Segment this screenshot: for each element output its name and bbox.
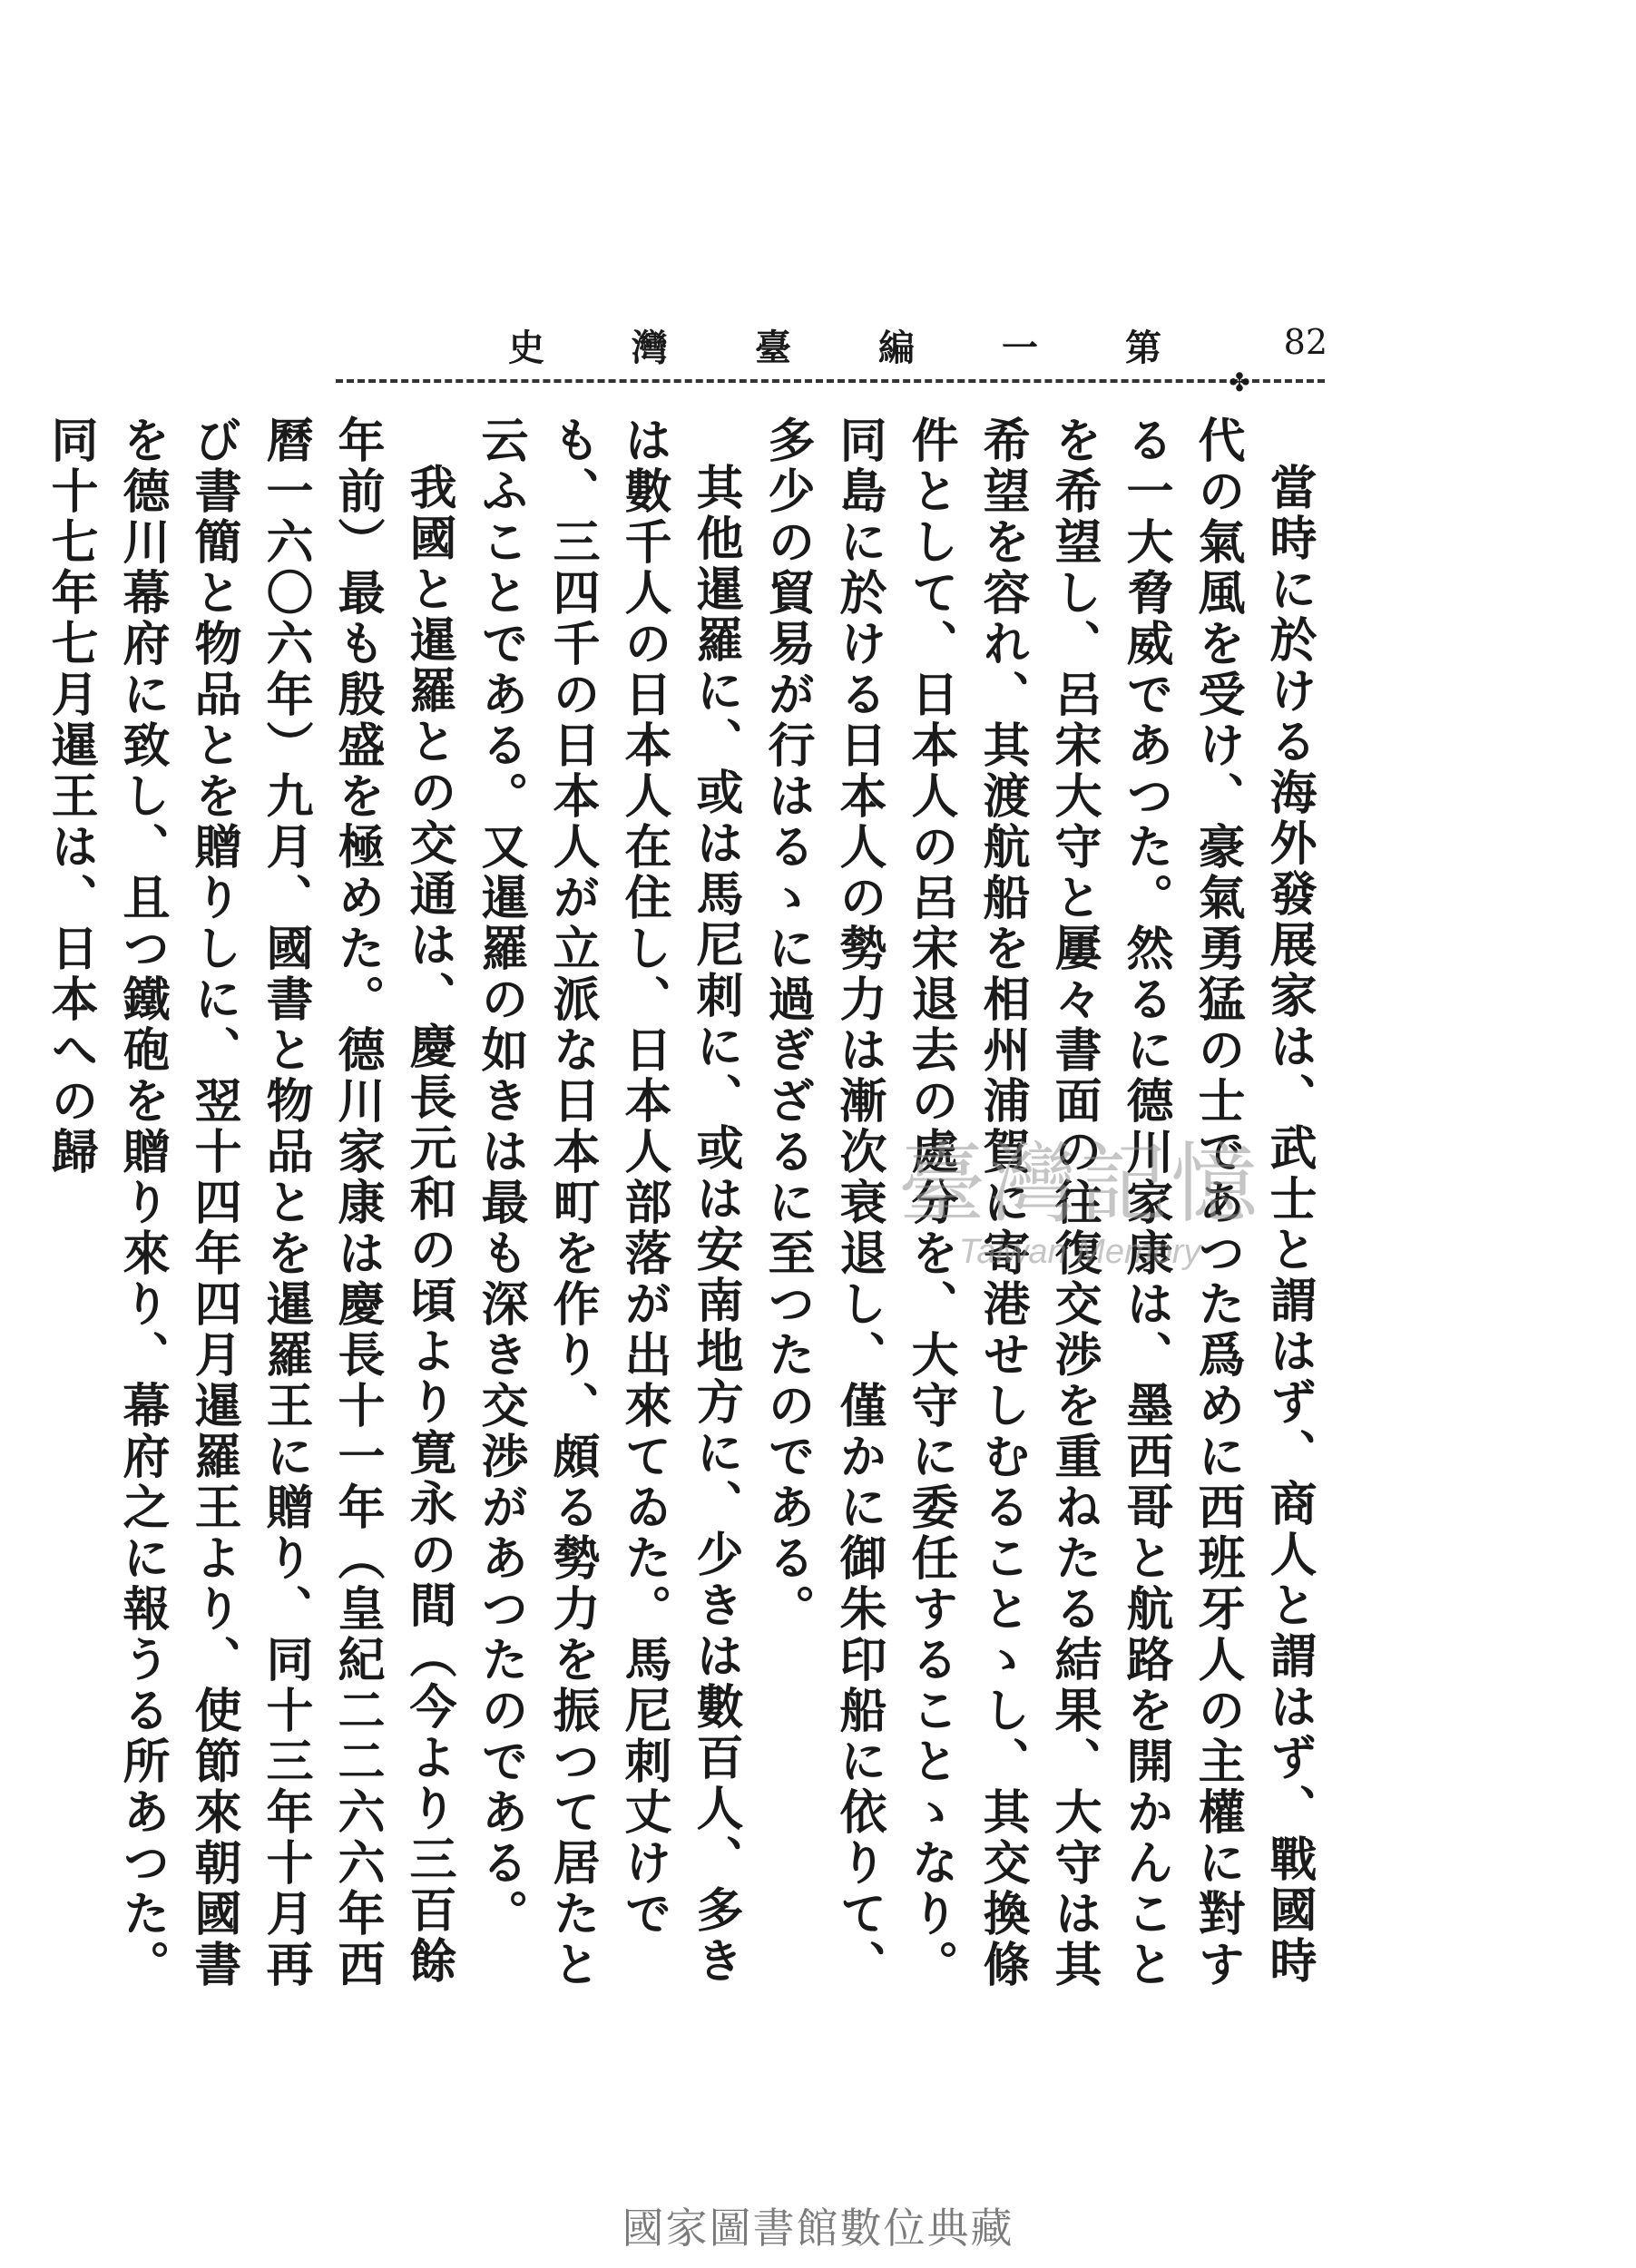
header-char: 一 bbox=[1002, 326, 1038, 369]
header-char: 史 bbox=[508, 326, 544, 369]
paragraph: 當時に於ける海外發展家は、武士と謂はず、商人と謂はず、戰國時代の氣風を受け、豪氣勇猛の士であつた爲めに西班牙人の主權に對する一大脅威であつた。然るに德川家康は、墨西哥と航路を開かんことを希望し、呂宋大守と屢々書面の往復交渉を重ねたる結果、大守は其希望を容れ、其渡航船を相州浦賀に寄港せしむることゝし、其交換條件として、日本人の呂宋退去の處分を、大守に委任することゝなり。同島に於ける日本人の勢力は漸次衰退し、僅かに御朱印船に依りて、多少の貿易が行はるゝに過ぎざるに至つたのである。 bbox=[759, 415, 1317, 1990]
watermark-en: Taiwan Memory bbox=[958, 1233, 1201, 1271]
watermark-logo bbox=[862, 1134, 1298, 1270]
running-header-title bbox=[508, 319, 1161, 370]
page-number: 82 bbox=[1283, 322, 1327, 362]
header-char: 第 bbox=[1125, 326, 1161, 369]
paragraph: 其他暹羅に、或は馬尼刺に、或は安南地方に、少きは數百人、多きは數千人の日本人在住し、日本人部落が出來てゐた。馬尼刺丈けでも、三四千の日本人が立派な日本町を作り、頗る勢力を振つて居たと云ふことである。又暹羅の如きは最も深き交渉があつたのである。 bbox=[473, 415, 743, 1990]
header-divider bbox=[336, 379, 1325, 392]
paragraph: 我國と暹羅との交通は、慶長元和の頃より寛永の間（今より三百餘年前）最も殷盛を極めた。德川家康は慶長十一年（皇紀二二六六年西曆一六〇六年）九月、國書と物品とを暹羅王に贈り、同十三年十月再び書簡と物品とを贈りしに、翌十四年四月暹羅王より、使節來朝國書を德川幕府に致し、且つ鐵砲を贈り來り、幕府之に報うる所あつた。同十七年七月暹王は、日本への歸 bbox=[43, 415, 456, 1990]
watermark-zh: 臺灣記憶 bbox=[898, 1133, 1261, 1235]
header-char: 臺 bbox=[755, 326, 791, 369]
header-char: 灣 bbox=[632, 326, 668, 369]
footer-credit: 國家圖書館數位典藏 bbox=[622, 2204, 1014, 2253]
ornament-icon: ✤ bbox=[1229, 367, 1250, 397]
header-char: 編 bbox=[878, 326, 915, 369]
